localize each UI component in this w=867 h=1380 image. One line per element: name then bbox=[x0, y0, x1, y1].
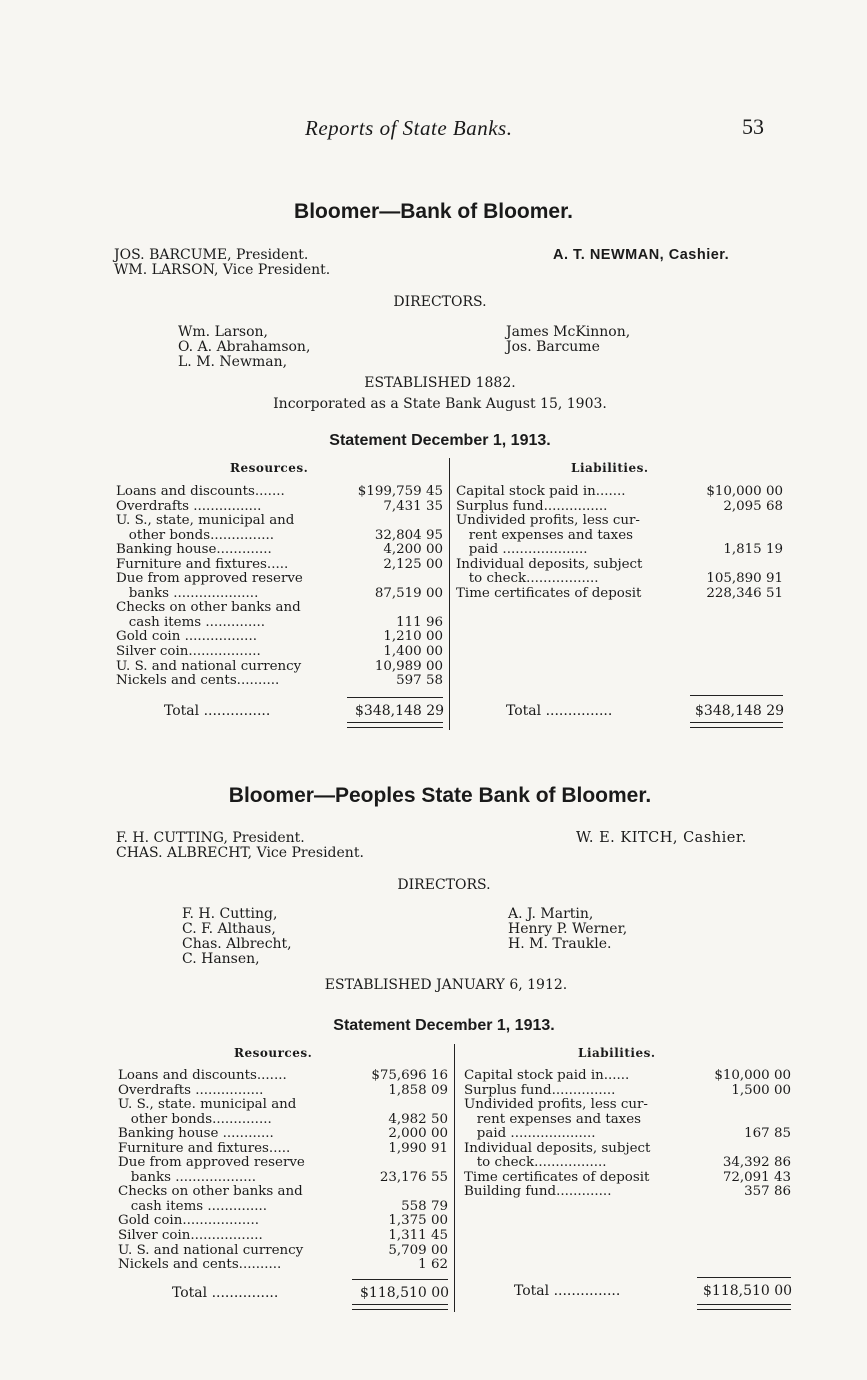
row-amount: 1,210 00 bbox=[383, 629, 443, 645]
director: C. Hansen, bbox=[182, 951, 260, 967]
resource-row bbox=[116, 674, 443, 689]
row-amount: 1 62 bbox=[418, 1257, 448, 1273]
row-label: Surplus fund............... bbox=[464, 1082, 616, 1098]
officers-left bbox=[114, 248, 330, 278]
total-resources: $118,510 00 bbox=[360, 1285, 450, 1301]
directors-left bbox=[182, 907, 292, 967]
established: ESTABLISHED 1882. bbox=[364, 375, 516, 391]
resource-row bbox=[116, 572, 443, 587]
liability-row bbox=[456, 500, 783, 515]
president: JOS. BARCUME, President. bbox=[114, 247, 309, 263]
row-label: Overdrafts ................ bbox=[118, 1082, 264, 1098]
liability-row bbox=[456, 529, 783, 544]
row-label: Banking house ............ bbox=[118, 1126, 274, 1142]
liability-row bbox=[464, 1185, 791, 1200]
resource-row bbox=[118, 1113, 448, 1128]
row-amount: 2,000 00 bbox=[388, 1126, 448, 1142]
bank-title: Bloomer—Peoples State Bank of Bloomer. bbox=[228, 784, 652, 807]
total-liabilities: $118,510 00 bbox=[703, 1283, 793, 1299]
double-rule bbox=[347, 722, 443, 728]
row-amount: 1,400 00 bbox=[383, 644, 443, 660]
row-label: U. S., state, municipal and bbox=[116, 513, 295, 529]
row-amount: 4,200 00 bbox=[383, 542, 443, 558]
row-amount: 228,346 51 bbox=[706, 585, 783, 601]
row-amount: 32,804 95 bbox=[374, 527, 443, 543]
president: F. H. CUTTING, President. bbox=[116, 830, 305, 846]
resource-row bbox=[118, 1156, 448, 1171]
resource-row bbox=[116, 601, 443, 616]
row-label: Checks on other banks and bbox=[116, 600, 301, 616]
resource-row bbox=[116, 529, 443, 544]
resource-row bbox=[118, 1142, 448, 1157]
liabilities-table bbox=[456, 485, 783, 601]
resource-row bbox=[118, 1229, 448, 1244]
resource-row bbox=[116, 558, 443, 573]
row-label: Undivided profits, less cur- bbox=[464, 1097, 648, 1113]
column-divider bbox=[454, 1044, 455, 1312]
resource-row bbox=[118, 1084, 448, 1099]
cashier: A. T. NEWMAN, Cashier. bbox=[553, 247, 730, 263]
row-amount: 357 86 bbox=[744, 1184, 791, 1200]
liability-row bbox=[456, 514, 783, 529]
row-label: U. S. and national currency bbox=[118, 1242, 304, 1258]
row-amount: $10,000 00 bbox=[714, 1068, 791, 1083]
row-amount: 10,989 00 bbox=[374, 658, 443, 674]
resource-row bbox=[116, 500, 443, 515]
double-rule bbox=[690, 722, 783, 728]
liability-row bbox=[456, 587, 783, 602]
row-amount: 87,519 00 bbox=[374, 585, 443, 601]
resource-row bbox=[116, 645, 443, 660]
row-amount: 2,125 00 bbox=[383, 556, 443, 572]
total-resources: $348,148 29 bbox=[355, 703, 445, 719]
row-amount: 111 96 bbox=[396, 614, 443, 630]
page-number: 53 bbox=[742, 114, 764, 139]
total-label: Total ............... bbox=[506, 703, 613, 719]
liability-row bbox=[464, 1113, 791, 1128]
row-label: to check................. bbox=[464, 1155, 607, 1171]
total-rule bbox=[347, 697, 443, 698]
row-label: Building fund............. bbox=[464, 1184, 612, 1200]
liability-row bbox=[456, 543, 783, 558]
row-label: Surplus fund............... bbox=[456, 498, 608, 514]
director: Wm. Larson, bbox=[178, 324, 268, 340]
row-label: Furniture and fixtures..... bbox=[116, 556, 289, 572]
total-liabilities: $348,148 29 bbox=[695, 703, 785, 719]
row-amount: $10,000 00 bbox=[706, 484, 783, 499]
director: Chas. Albrecht, bbox=[182, 936, 292, 952]
resource-row bbox=[118, 1185, 448, 1200]
row-amount: 1,311 45 bbox=[388, 1228, 448, 1244]
row-label: Gold coin.................. bbox=[118, 1213, 259, 1229]
liabilities-heading: Liabilities. bbox=[571, 461, 649, 475]
row-label: cash items .............. bbox=[118, 1198, 268, 1214]
row-label: Loans and discounts....... bbox=[116, 484, 285, 499]
resources-heading: Resources. bbox=[230, 461, 309, 475]
row-label: Nickels and cents.......... bbox=[116, 673, 280, 689]
row-label: Loans and discounts....... bbox=[118, 1068, 287, 1083]
directors-right bbox=[506, 325, 630, 355]
statement-heading: Statement December 1, 1913. bbox=[333, 1017, 555, 1034]
resource-row bbox=[116, 514, 443, 529]
resources-heading: Resources. bbox=[234, 1046, 313, 1060]
row-label: Silver coin................. bbox=[116, 644, 261, 660]
row-amount: 1,858 09 bbox=[388, 1082, 448, 1098]
row-label: U. S. and national currency bbox=[116, 658, 302, 674]
resource-row bbox=[116, 587, 443, 602]
director: Henry P. Werner, bbox=[508, 921, 628, 937]
resource-row bbox=[116, 616, 443, 631]
resource-row bbox=[116, 660, 443, 675]
row-amount: $199,759 45 bbox=[357, 484, 443, 499]
directors-label: DIRECTORS. bbox=[393, 294, 487, 310]
row-label: Individual deposits, subject bbox=[456, 556, 643, 572]
row-amount: 23,176 55 bbox=[379, 1169, 448, 1185]
resource-row bbox=[118, 1171, 448, 1186]
row-label: Due from approved reserve bbox=[118, 1155, 305, 1171]
total-rule bbox=[352, 1279, 448, 1280]
liability-row bbox=[456, 572, 783, 587]
liability-row bbox=[464, 1171, 791, 1186]
statement-heading: Statement December 1, 1913. bbox=[329, 432, 551, 449]
row-amount: 5,709 00 bbox=[388, 1242, 448, 1258]
resource-row bbox=[118, 1127, 448, 1142]
resource-row bbox=[116, 630, 443, 645]
row-amount: 1,815 19 bbox=[723, 542, 783, 558]
resource-row bbox=[118, 1200, 448, 1215]
row-amount: 4,982 50 bbox=[388, 1111, 448, 1127]
established: ESTABLISHED JANUARY 6, 1912. bbox=[324, 977, 568, 993]
row-label: Silver coin................. bbox=[118, 1228, 263, 1244]
liability-row bbox=[456, 485, 783, 500]
directors-left bbox=[178, 325, 310, 370]
resources-table bbox=[116, 485, 443, 689]
liability-row bbox=[464, 1156, 791, 1171]
total-rule bbox=[697, 1277, 791, 1278]
liabilities-heading: Liabilities. bbox=[578, 1046, 656, 1060]
liability-row bbox=[464, 1098, 791, 1113]
liability-row bbox=[464, 1084, 791, 1099]
row-label: banks .................... bbox=[116, 585, 259, 601]
total-label: Total ............... bbox=[514, 1283, 621, 1299]
row-label: Banking house............. bbox=[116, 542, 272, 558]
row-label: other bonds............... bbox=[116, 527, 274, 543]
total-label: Total ............... bbox=[164, 703, 271, 719]
vice-president: WM. LARSON, Vice President. bbox=[114, 262, 331, 278]
row-label: rent expenses and taxes bbox=[456, 527, 634, 543]
director: James McKinnon, bbox=[506, 324, 631, 340]
row-label: cash items .............. bbox=[116, 614, 266, 630]
double-rule bbox=[352, 1304, 448, 1310]
row-label: paid .................... bbox=[464, 1126, 596, 1142]
row-label: Due from approved reserve bbox=[116, 571, 303, 587]
director: C. F. Althaus, bbox=[182, 921, 276, 937]
row-amount: $75,696 16 bbox=[371, 1068, 448, 1083]
cashier: W. E. KITCH, Cashier. bbox=[576, 830, 747, 846]
row-amount: 597 58 bbox=[396, 673, 443, 689]
director: O. A. Abrahamson, bbox=[178, 339, 311, 355]
row-label: Undivided profits, less cur- bbox=[456, 513, 640, 529]
liability-row bbox=[456, 558, 783, 573]
row-amount: 72,091 43 bbox=[722, 1169, 791, 1185]
director: H. M. Traukle. bbox=[508, 936, 612, 952]
row-amount: 1,500 00 bbox=[731, 1082, 791, 1098]
row-label: Gold coin ................. bbox=[116, 629, 257, 645]
row-label: Furniture and fixtures..... bbox=[118, 1140, 291, 1156]
bank-title: Bloomer—Bank of Bloomer. bbox=[294, 200, 573, 223]
running-header-title: Reports of State Banks. bbox=[305, 116, 513, 140]
row-label: Capital stock paid in....... bbox=[456, 484, 626, 499]
officers-left bbox=[116, 831, 364, 861]
row-label: Capital stock paid in...... bbox=[464, 1068, 630, 1083]
directors-label: DIRECTORS. bbox=[397, 877, 491, 893]
row-amount: 1,375 00 bbox=[388, 1213, 448, 1229]
liability-row bbox=[464, 1142, 791, 1157]
liabilities-table bbox=[464, 1069, 791, 1200]
total-label: Total ............... bbox=[172, 1285, 279, 1301]
directors-right bbox=[508, 907, 627, 952]
row-label: U. S., state. municipal and bbox=[118, 1097, 297, 1113]
row-label: Checks on other banks and bbox=[118, 1184, 303, 1200]
row-amount: 2,095 68 bbox=[723, 498, 783, 514]
resource-row bbox=[118, 1214, 448, 1229]
director: A. J. Martin, bbox=[508, 906, 594, 922]
row-amount: 7,431 35 bbox=[383, 498, 443, 514]
resource-row bbox=[118, 1244, 448, 1259]
column-divider bbox=[449, 458, 450, 730]
row-label: to check................. bbox=[456, 571, 599, 587]
double-rule bbox=[697, 1304, 791, 1310]
row-amount: 167 85 bbox=[744, 1126, 791, 1142]
incorporated: Incorporated as a State Bank August 15, 1903. bbox=[273, 396, 607, 412]
resource-row bbox=[118, 1069, 448, 1084]
row-label: rent expenses and taxes bbox=[464, 1111, 642, 1127]
director: Jos. Barcume bbox=[506, 339, 600, 355]
liability-row bbox=[464, 1069, 791, 1084]
row-label: Individual deposits, subject bbox=[464, 1140, 651, 1156]
row-label: other bonds.............. bbox=[118, 1111, 272, 1127]
row-amount: 105,890 91 bbox=[706, 571, 783, 587]
director: F. H. Cutting, bbox=[182, 906, 278, 922]
row-label: Time certificates of deposit bbox=[456, 585, 642, 601]
resource-row bbox=[118, 1258, 448, 1273]
resource-row bbox=[116, 543, 443, 558]
row-label: Nickels and cents.......... bbox=[118, 1257, 282, 1273]
liability-row bbox=[464, 1127, 791, 1142]
resources-table bbox=[118, 1069, 448, 1273]
resource-row bbox=[116, 485, 443, 500]
row-label: Overdrafts ................ bbox=[116, 498, 262, 514]
row-label: paid .................... bbox=[456, 542, 588, 558]
row-label: banks ................... bbox=[118, 1169, 257, 1185]
row-amount: 558 79 bbox=[401, 1198, 448, 1214]
vice-president: CHAS. ALBRECHT, Vice President. bbox=[116, 845, 364, 861]
total-rule bbox=[690, 695, 783, 696]
row-amount: 34,392 86 bbox=[722, 1155, 791, 1171]
resource-row bbox=[118, 1098, 448, 1113]
director: L. M. Newman, bbox=[178, 354, 288, 370]
row-amount: 1,990 91 bbox=[388, 1140, 448, 1156]
row-label: Time certificates of deposit bbox=[464, 1169, 650, 1185]
